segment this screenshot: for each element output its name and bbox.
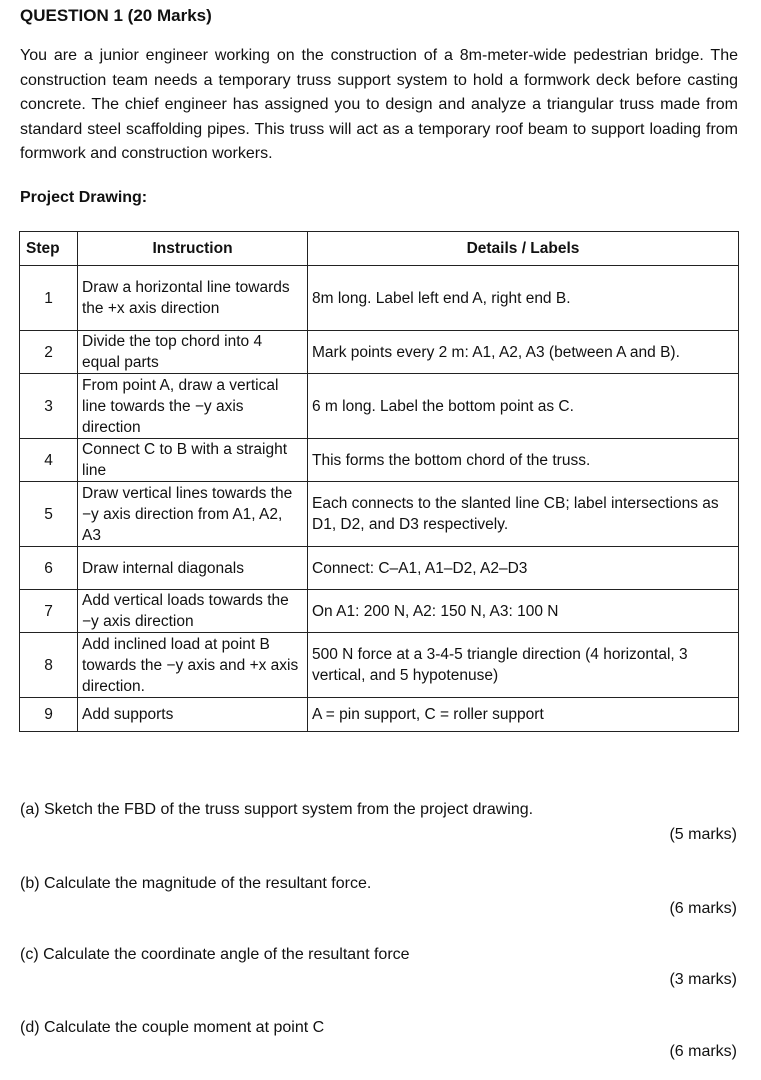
intro-paragraph: You are a junior engineer working on the construction of a 8m-meter-wide pedestrian bridge. The construction team needs a temporary truss support system to hold a formwork deck before casting concrete. The chief engineer has assigned you to design and analyze a triangular truss made from standard steel scaffolding pipes. This truss will act as a temporary roof beam to support loading from formwork and construction workers.	[20, 47, 738, 162]
step-instruction: Draw internal diagonals	[78, 547, 308, 590]
table-row	[20, 590, 739, 633]
header-instruction: Instruction	[78, 232, 308, 266]
step-details: Mark points every 2 m: A1, A2, A3 (between A and B).	[308, 331, 739, 374]
table-row	[20, 547, 739, 590]
step-number: 4	[20, 439, 78, 482]
table-row	[20, 633, 739, 698]
instructions-table	[19, 231, 739, 732]
step-instruction: Connect C to B with a straight line	[78, 439, 308, 482]
table-row	[20, 698, 739, 732]
table-row	[20, 331, 739, 374]
step-instruction: Add vertical loads towards the −y axis direction	[78, 590, 308, 633]
step-number: 9	[20, 698, 78, 732]
question-b-marks: (6 marks)	[669, 900, 737, 917]
step-details: Connect: C–A1, A1–D2, A2–D3	[308, 547, 739, 590]
question-a: (a) Sketch the FBD of the truss support system from the project drawing.	[20, 801, 534, 818]
step-number: 3	[20, 374, 78, 439]
table-header-row	[20, 232, 739, 266]
step-details: 6 m long. Label the bottom point as C.	[308, 374, 739, 439]
table-row	[20, 439, 739, 482]
step-details: A = pin support, C = roller support	[308, 698, 739, 732]
step-number: 6	[20, 547, 78, 590]
step-number: 2	[20, 331, 78, 374]
question-a-marks: (5 marks)	[669, 826, 737, 843]
question-d: (d) Calculate the couple moment at point C	[20, 1019, 325, 1036]
table-row	[20, 482, 739, 547]
step-instruction: Add supports	[78, 698, 308, 732]
step-details: 500 N force at a 3-4-5 triangle direction (4 horizontal, 3 vertical, and 5 hypotenuse)	[308, 633, 739, 698]
question-d-marks: (6 marks)	[669, 1043, 737, 1060]
step-number: 8	[20, 633, 78, 698]
question-b: (b) Calculate the magnitude of the resultant force.	[20, 875, 372, 892]
step-instruction: Divide the top chord into 4 equal parts	[78, 331, 308, 374]
step-details: 8m long. Label left end A, right end B.	[308, 266, 739, 331]
header-step: Step	[20, 232, 78, 266]
step-instruction: From point A, draw a vertical line towards the −y axis direction	[78, 374, 308, 439]
header-details: Details / Labels	[308, 232, 739, 266]
step-number: 5	[20, 482, 78, 547]
table-row	[20, 374, 739, 439]
step-details: This forms the bottom chord of the truss.	[308, 439, 739, 482]
step-instruction: Draw vertical lines towards the −y axis direction from A1, A2, A3	[78, 482, 308, 547]
question-c-marks: (3 marks)	[669, 971, 737, 988]
step-instruction: Draw a horizontal line towards the +x axis direction	[78, 266, 308, 331]
table-row	[20, 266, 739, 331]
step-details: On A1: 200 N, A2: 150 N, A3: 100 N	[308, 590, 739, 633]
step-number: 1	[20, 266, 78, 331]
step-details: Each connects to the slanted line CB; label intersections as D1, D2, and D3 respectively.	[308, 482, 739, 547]
step-instruction: Add inclined load at point B towards the −y axis and +x axis direction.	[78, 633, 308, 698]
question-title: QUESTION 1 (20 Marks)	[20, 6, 212, 25]
step-number: 7	[20, 590, 78, 633]
project-drawing-heading: Project Drawing:	[20, 189, 148, 206]
question-c: (c) Calculate the coordinate angle of the resultant force	[20, 946, 410, 963]
